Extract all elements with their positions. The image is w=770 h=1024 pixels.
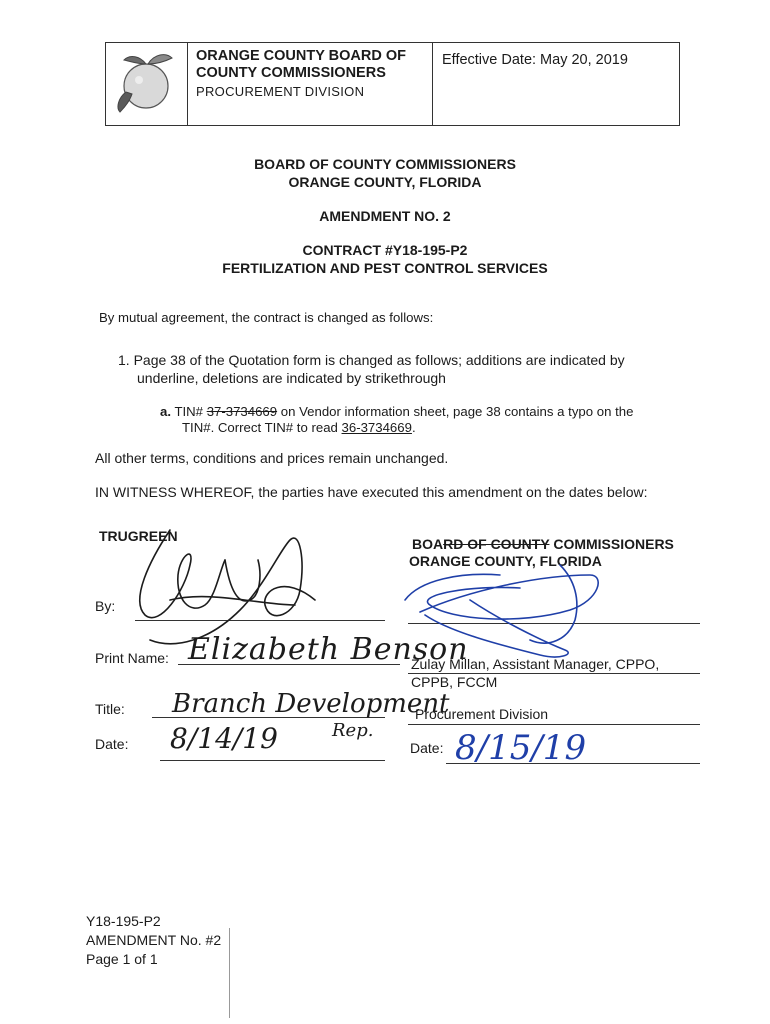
effective-date: Effective Date: May 20, 2019 [442,52,628,68]
title-board: BOARD OF COUNTY COMMISSIONERS [254,156,516,172]
sub-item-a [160,404,633,419]
deleted-tin: 37-3734669 [206,404,278,419]
vendor-name: TRUGREEN [99,528,178,544]
header-divider [432,42,433,126]
sub-item-a-line2-prefix: TIN#. Correct TIN# to read [182,420,342,435]
added-tin: 36-3734669 [341,420,412,435]
vendor-signature-icon [140,530,315,644]
header-divider [187,42,188,126]
sub-item-a-line2 [182,420,416,435]
sub-item-a-rest: on Vendor information sheet, page 38 contains a typo on the [277,404,634,419]
other-terms-paragraph: All other terms, conditions and prices remain unchanged. [95,450,449,466]
sub-item-a-line2-end: . [411,420,416,435]
handwritten-title-line1: Branch Development [172,689,450,719]
county-heading-struck: RD OF COUNTY [443,536,550,552]
footer-contract: Y18-195-P2 [86,913,161,929]
date-label: Date: [95,736,129,752]
amendment-number: AMENDMENT NO. 2 [319,208,451,224]
org-name-line2: COUNTY COMMISSIONERS [196,65,386,81]
witness-paragraph: IN WITNESS WHEREOF, the parties have executed this amendment on the dates below: [95,484,648,500]
county-heading-line1 [412,536,674,552]
county-title-line [408,724,700,725]
footer-page: Page 1 of 1 [86,951,158,967]
handwritten-title-line2: Rep. [332,720,374,741]
county-date-label: Date: [410,740,444,756]
sub-item-a-prefix: TIN# [174,404,207,419]
print-name-label: Print Name: [95,650,169,666]
by-label: By: [95,598,116,614]
county-heading-end: COMMISSIONERS [549,536,674,552]
footer-amendment: AMENDMENT No. #2 [86,932,222,948]
contract-number: CONTRACT #Y18-195-P2 [302,242,468,258]
service-title: FERTILIZATION AND PEST CONTROL SERVICES [222,260,548,276]
county-heading-start: BOA [412,536,444,552]
item-1-line1: 1. Page 38 of the Quotation form is changed as follows; additions are indicated by [118,352,625,368]
county-heading-line2: ORANGE COUNTY, FLORIDA [409,553,602,569]
division-name: PROCUREMENT DIVISION [196,84,365,99]
county-signer-credentials: CPPB, FCCM [411,674,498,690]
county-signer-division: Procurement Division [415,706,549,722]
title-county: ORANGE COUNTY, FLORIDA [288,174,482,190]
sub-item-a-label: a. [160,404,171,419]
handwritten-date: 8/14/19 [170,722,278,755]
handwritten-county-date: 8/15/19 [455,728,587,768]
orange-logo-icon [110,48,182,116]
item-1-line2: underline, deletions are indicated by strikethrough [137,370,446,386]
handwritten-print-name: Elizabeth Benson [188,632,469,667]
vendor-signature-line [135,620,385,621]
date-line [160,760,385,761]
org-name [196,48,406,82]
org-name-line1: ORANGE COUNTY BOARD OF [196,48,406,64]
county-signer-name: Zulay Millan, Assistant Manager, CPPO, [411,656,660,672]
footer-divider [229,928,230,1018]
county-signature-line [408,623,700,624]
intro-paragraph: By mutual agreement, the contract is changed as follows: [99,310,434,325]
title-label: Title: [95,701,125,717]
